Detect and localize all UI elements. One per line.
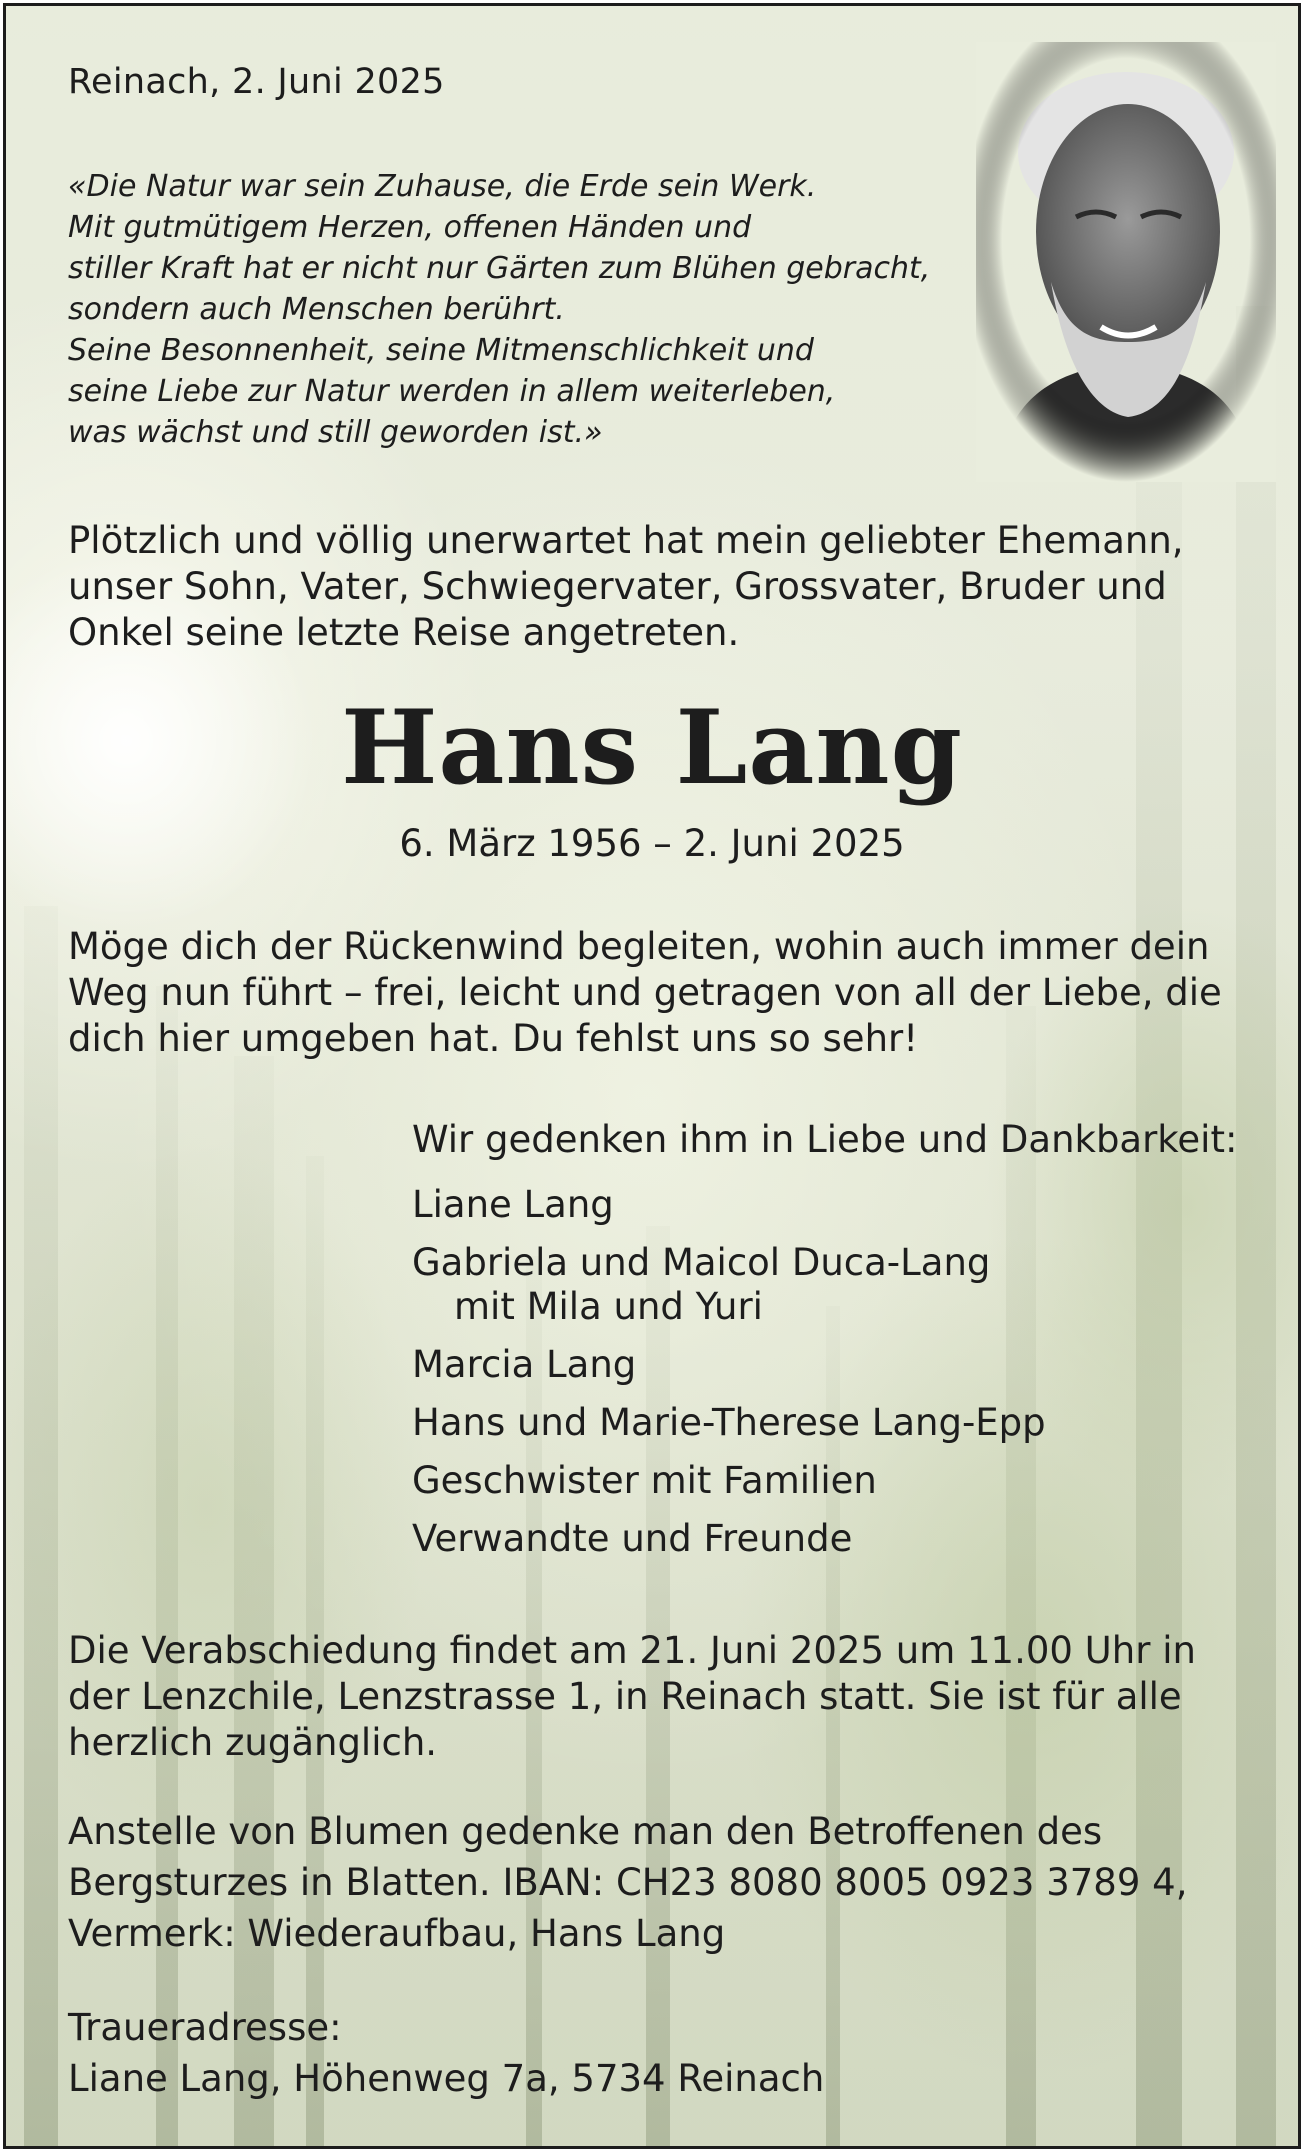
quote-line: Mit gutmütigem Herzen, offenen Händen und bbox=[68, 210, 752, 245]
place-date: Reinach, 2. Juni 2025 bbox=[68, 62, 445, 102]
service-line: herzlich zugänglich. bbox=[68, 1721, 438, 1764]
address-label: Traueradresse: bbox=[68, 2006, 342, 2049]
address-line: Liane Lang, Höhenweg 7a, 5734 Reinach bbox=[68, 2057, 825, 2100]
quote-line: seine Liebe zur Natur werden in allem weiterleben, bbox=[68, 374, 836, 409]
quote-line: «Die Natur war sein Zuhause, die Erde sein Werk. bbox=[68, 169, 817, 204]
mourner-label: Liane Lang bbox=[412, 1183, 614, 1226]
life-dates: 6. März 1956 – 2. Juni 2025 bbox=[399, 822, 905, 865]
mourner-label: Hans und Marie-Therese Lang-Epp bbox=[412, 1401, 1046, 1444]
farewell-wish bbox=[68, 924, 1222, 1062]
obituary-notice bbox=[3, 3, 1301, 2149]
wish-line: dich hier umgeben hat. Du fehlst uns so sehr! bbox=[68, 1017, 919, 1060]
intro-line: Onkel seine letzte Reise angetreten. bbox=[68, 611, 740, 654]
mourner-sub-label: mit Mila und Yuri bbox=[454, 1285, 763, 1328]
donation-info bbox=[68, 1806, 1187, 1959]
quote-line: sondern auch Menschen berührt. bbox=[68, 292, 565, 327]
mourner-label: Verwandte und Freunde bbox=[412, 1517, 853, 1560]
mourning-address bbox=[68, 2002, 824, 2104]
service-line: Die Verabschiedung findet am 21. Juni 2025 um 11.00 Uhr in bbox=[68, 1629, 1196, 1672]
wish-line: Möge dich der Rückenwind begleiten, wohin auch immer dein bbox=[68, 925, 1210, 968]
mourners-list bbox=[412, 1118, 1237, 1575]
service-info bbox=[68, 1628, 1196, 1766]
deceased-name: Hans Lang bbox=[341, 688, 963, 808]
mourner-label: Gabriela und Maicol Duca-Lang bbox=[412, 1241, 991, 1284]
intro-line: Plötzlich und völlig unerwartet hat mein geliebter Ehemann, bbox=[68, 519, 1184, 562]
portrait-photo bbox=[976, 42, 1276, 482]
quote-line: stiller Kraft hat er nicht nur Gärten zum Blühen gebracht, bbox=[68, 251, 931, 286]
mourner-item bbox=[412, 1343, 1237, 1387]
mourner-item bbox=[412, 1401, 1237, 1445]
donation-line: Bergsturzes in Blatten. IBAN: CH23 8080 8005 0923 3789 4, bbox=[68, 1861, 1188, 1904]
memorial-quote bbox=[68, 166, 968, 453]
intro-line: unser Sohn, Vater, Schwiegervater, Grossvater, Bruder und bbox=[68, 565, 1167, 608]
wish-line: Weg nun führt – frei, leicht und getragen von all der Liebe, die bbox=[68, 971, 1222, 1014]
quote-line: Seine Besonnenheit, seine Mitmenschlichkeit und bbox=[68, 333, 814, 368]
donation-line: Vermerk: Wiederaufbau, Hans Lang bbox=[68, 1912, 726, 1955]
donation-line: Anstelle von Blumen gedenke man den Betroffenen des bbox=[68, 1810, 1103, 1853]
mourner-item bbox=[412, 1183, 1237, 1227]
quote-line: was wächst und still geworden ist.» bbox=[68, 415, 603, 450]
mourners-heading: Wir gedenken ihm in Liebe und Dankbarkeit: bbox=[412, 1118, 1238, 1161]
intro-text bbox=[68, 518, 1184, 656]
mourner-label: Geschwister mit Familien bbox=[412, 1459, 877, 1502]
mourner-item bbox=[412, 1241, 1237, 1329]
mourner-label: Marcia Lang bbox=[412, 1343, 637, 1386]
mourner-item bbox=[412, 1459, 1237, 1503]
mourner-item bbox=[412, 1517, 1237, 1561]
service-line: der Lenzchile, Lenzstrasse 1, in Reinach statt. Sie ist für alle bbox=[68, 1675, 1182, 1718]
